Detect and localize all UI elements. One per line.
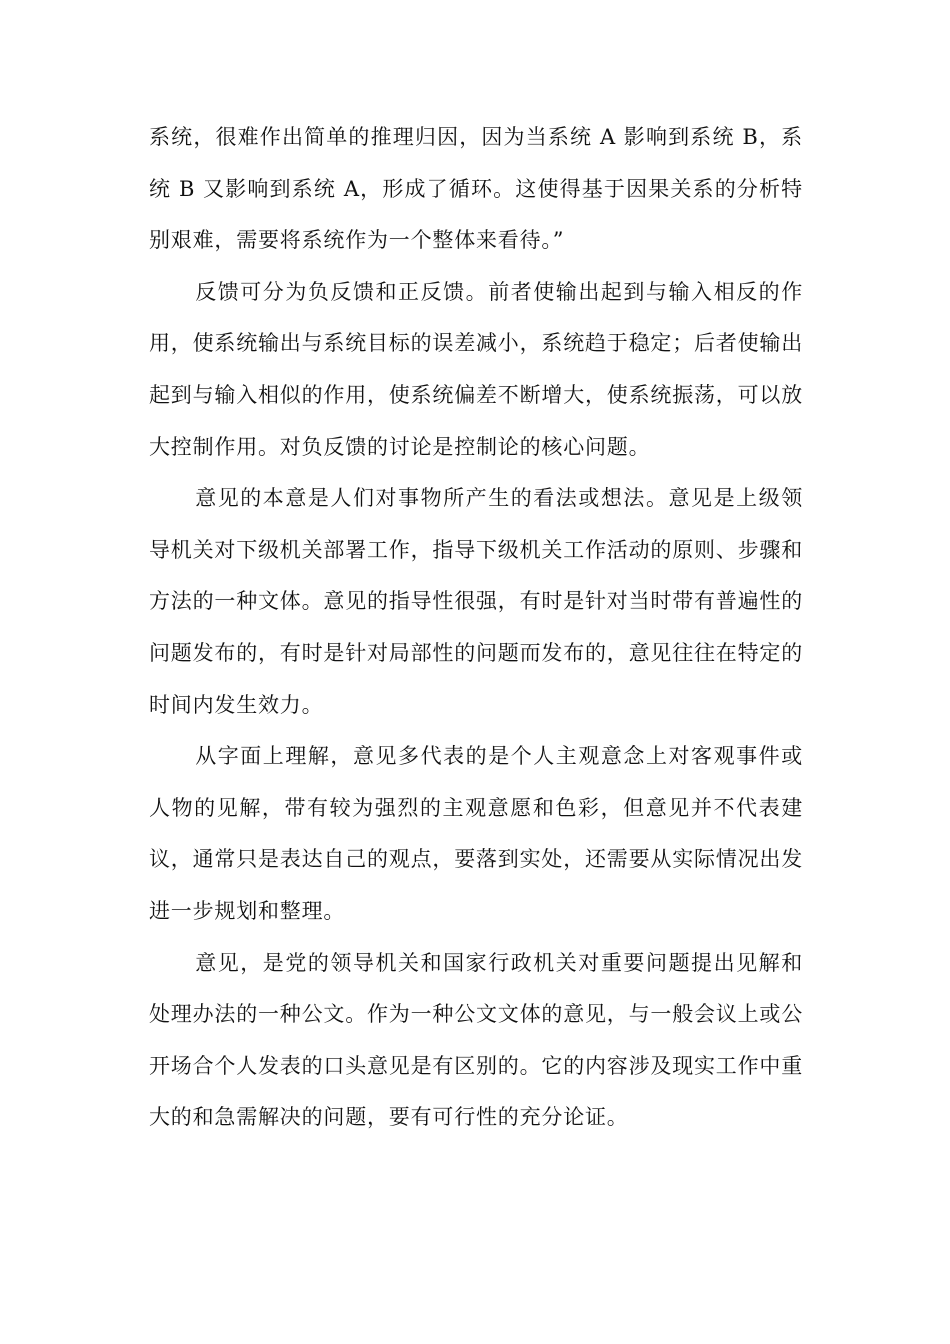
paragraph-opinion-literal: 从字面上理解，意见多代表的是个人主观意念上对客观事件或人物的见解，带有较为强烈的主观意愿和色彩，但意见并不代表建议，通常只是表达自己的观点，要落到实处，还需要从实际情况出发进一步规划和整理。: [149, 744, 803, 923]
paragraph-opinion-official: 意见，是党的领导机关和国家行政机关对重要问题提出见解和处理办法的一种公文。作为一种公文文体的意见，与一般会议上或公开场合个人发表的口头意见是有区别的。它的内容涉及现实工作中重大的和急需解决的问题，要有可行性的充分论证。: [149, 950, 803, 1130]
paragraph-feedback: 反馈可分为负反馈和正反馈。前者使输出起到与输入相反的作用，使系统输出与系统目标的误差减小，系统趋于稳定；后者使输出起到与输入相似的作用，使系统偏差不断增大，使系统振荡，可以放大控制作用。对负反馈的讨论是控制论的核心问题。: [149, 279, 803, 459]
paragraph-continued: 系统，很难作出简单的推理归因，因为当系统 A 影响到系统 B，系统 B 又影响到系统 A，形成了循环。这使得基于因果关系的分析特别艰难，需要将系统作为一个整体来看待。”: [149, 125, 803, 253]
paragraph-opinion-definition: 意见的本意是人们对事物所产生的看法或想法。意见是上级领导机关对下级机关部署工作，指导下级机关工作活动的原则、步骤和方法的一种文体。意见的指导性很强，有时是针对当时带有普遍性的问题发布的，有时是针对局部性的问题而发布的，意见往往在特定的时间内发生效力。: [149, 486, 803, 717]
document-body: [149, 112, 803, 1144]
